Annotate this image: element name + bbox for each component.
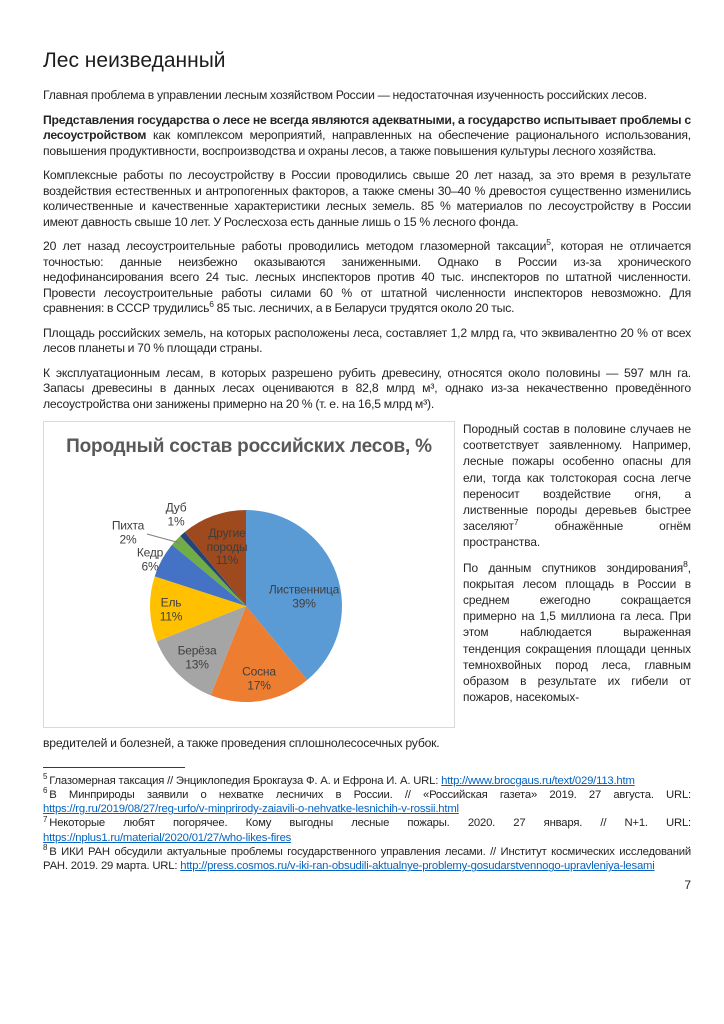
side-text-column bbox=[463, 421, 691, 714]
paragraph-species-mismatch: Породный состав в половине случаев не соответствует заявленному. Например, лесные пожары особенно опасны для ели, тогда как толстокорая сосна легче переносит воздействие огня, а лиственные породы деревьев быстрее заселяют$^7$ обнажённые огнём пространства. bbox=[463, 422, 691, 550]
pie-label-dub: Дуб 1% bbox=[165, 500, 187, 528]
pie-label-pihta: Пихта 2% bbox=[111, 518, 145, 546]
paragraph-continuation: вредителей и болезней, а также проведения сплошнолесосечных рубок. bbox=[43, 736, 440, 750]
footnote-ref-7: 7 bbox=[513, 517, 519, 528]
footnote-link-cosmos[interactable]: http://press.cosmos.ru/v-iki-ran-obsudili-aktualnye-problemy-gosudarstvennogo-upravleniya-lesami bbox=[180, 860, 655, 873]
footnote-marker: 8 bbox=[43, 843, 48, 853]
pie-label-kedr: Кедр 6% bbox=[136, 545, 164, 573]
paragraph-exploitable-forests: К эксплуатационным лесам, в которых разрешено рубить древесину, относятся около половины — 597 млн га. Запасы древесины в данных лесах оцениваются в 82,8 млрд м³, однако из-за некачественно проведённого лесоустройства они занижены примерно на 20 % (т. е. на 16,5 млрд м³). bbox=[43, 365, 691, 411]
footnote-link-rg[interactable]: https://rg.ru/2019/08/27/reg-urfo/v-minprirody-zaiavili-o-nehvatke-lesnichih-v-rossii.html bbox=[43, 803, 459, 816]
page-title: Лес неизведанный bbox=[43, 49, 226, 72]
footnote-link-nplus1[interactable]: https://nplus1.ru/material/2020/01/27/who-likes-fires bbox=[43, 831, 292, 844]
footnote-6: $^6$ В Минприроды заявили о нехватке лесничих в России. // «Российская газета» 2019. 27 августа. URL: https://rg.ru/2019/08/27/reg-urfo/v-minprirody-zaiavili-o-nehvatke-lesnichih-v-rossii.html bbox=[43, 786, 691, 816]
paragraph-taxation: 20 лет назад лесоустроительные работы проводились методом глазомерной таксации$^5$, которая не отличается точностью: данные неизбежно оказываются заниженными. Однако в России из-за хронического недофинансирования всего 24 тыс. лесных инспекторов против 40 тыс. инспекторов по штатной численности. Провести лесоустроительные работы силами 60 % от штатной численности инспекторов невозможно. Для сравнения: в СССР трудились$^6$ 85 тыс. лесничих, а в Беларуси трудятся около 20 тыс. bbox=[43, 236, 691, 315]
footnote-8: $^8$ В ИКИ РАН обсудили актуальные проблемы государственного управления лесами. // Институт космических исследований РАН. 2019. 29 марта. URL: http://press.cosmos.ru/v-iki-ran-obsudili-aktualnye-problemy-gosudarstvennogo-upravleniya-lesami bbox=[43, 843, 691, 873]
footnote-ref-8: 8 bbox=[683, 558, 688, 569]
paragraph-intro: Главная проблема в управлении лесным хозяйством России — недостаточная изученность российских лесов. bbox=[43, 88, 647, 102]
pie-label-listvennitsa: Лиственница 39% bbox=[268, 582, 340, 610]
pie-label-drugie-porody: Другие породы 11% bbox=[206, 525, 248, 567]
chart-and-sidetext-row bbox=[43, 421, 691, 728]
pihta-leader-line bbox=[147, 534, 180, 543]
page-number: 7 bbox=[684, 877, 691, 892]
bold-lead-text: Представления государства о лесе не всегда являются адекватными, а государство испытывает проблемы с лесоустройством bbox=[43, 112, 691, 142]
footnote-7: $^7$ Некоторые любят погорячее. Кому выгодны лесные пожары. 2020. 27 января. // N+1. URL: https://nplus1.ru/material/2020/01/27/who-likes-fires bbox=[43, 814, 691, 844]
pie-label-beryoza: Берёза 13% bbox=[177, 643, 217, 671]
chart-title: Породный состав российских лесов, % bbox=[66, 436, 432, 457]
paragraph-satellite-data: По данным спутников зондирования$^8$, покрытая лесом площадь в России в среднем ежегодно сокращается примерно на 1,5 миллиона га леса. При этом наблюдается выраженная тенденция сокращения площади ценных темнохвойных пород леса, главным образом в результате их гибели от пожаров, насекомых- bbox=[463, 558, 691, 705]
footnote-marker: 7 bbox=[43, 814, 48, 824]
footnote-separator bbox=[43, 767, 185, 768]
footnote-marker: 6 bbox=[43, 786, 48, 796]
paragraph-forest-inventory: Комплексные работы по лесоустройству в России проводились свыше 20 лет назад, за это время в результате воздействия естественных и антропогенных факторов, а также смены 30–40 % древостоя существенно изменились количественные и качественные характеристики лесных земель. 85 % материалов по лесоустройству в России имеют давность свыше 10 лет. У Рослесхоза есть данные лишь о 15 % лесного фонда. bbox=[43, 168, 691, 229]
footnote-5: $^5$ Глазомерная таксация // Энциклопедия Брокгауза Ф. А. и Ефрона И. А. URL: http://www.brocgaus.ru/text/029/113.htm bbox=[43, 771, 635, 787]
pie-label-sosna: Сосна 17% bbox=[242, 664, 276, 692]
pie-label-el: Ель 11% bbox=[159, 595, 183, 623]
pie-chart-figure bbox=[43, 421, 455, 728]
paragraph-state-view: Представления государства о лесе не всегда являются адекватными, а государство испытывает проблемы с лесоустройством как комплексом мероприятий, направленных на обеспечение рационального использования, повышения продуктивности, воспроизводства и охраны лесов, а также повышения культуры лесного хозяйства. bbox=[43, 112, 691, 158]
footnote-marker: 5 bbox=[43, 771, 48, 781]
paragraph-area: Площадь российских земель, на которых расположены леса, составляет 1,2 млрд га, что эквивалентно 20 % от всех лесов планеты и 70 % площади страны. bbox=[43, 325, 691, 355]
footnote-ref-6: 6 bbox=[209, 298, 214, 309]
footnote-ref-5: 5 bbox=[546, 236, 551, 247]
footnote-link-brocgaus[interactable]: http://www.brocgaus.ru/text/029/113.htm bbox=[441, 774, 635, 787]
